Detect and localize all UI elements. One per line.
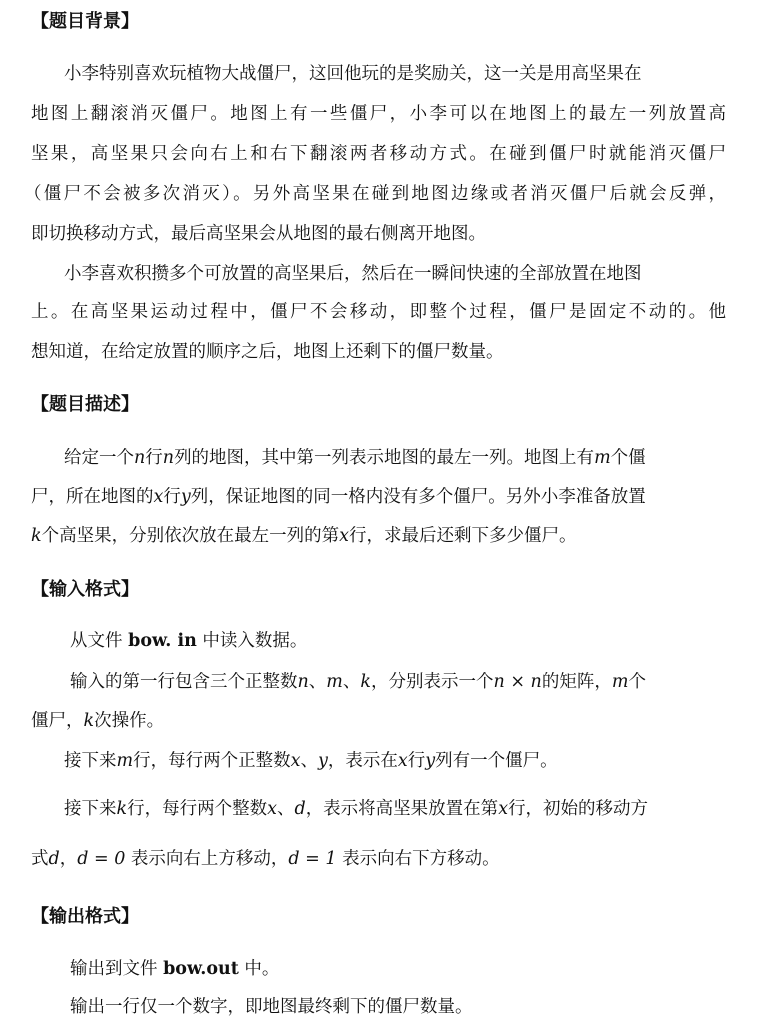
input-text: 行，初始的移动方 [508,799,649,819]
description-text: 列，保证地图的同一格内没有多个僵尸。另外小李准备放置 [190,487,646,507]
background-line-5: 即切换移动方式，最后高坚果会从地图的最右侧离开地图。 [31,224,486,244]
input-text: 表示向右下方移动。 [336,849,500,869]
background-line-6: 小李喜欢积攒多个可放置的高坚果后，然后在一瞬间快速的全部放置在地图 [64,264,642,284]
math-var: m [326,672,343,692]
math-var: m [594,448,611,468]
input-text: 式 [31,849,49,869]
math-var: d [48,849,60,869]
input-text: ，表示将高坚果放置在第 [305,799,499,819]
math-expr: d = 1 [288,849,337,869]
input-text: 从文件 [70,631,129,651]
description-line-2 [31,484,726,510]
description-text: 列的地图，其中第一列表示地图的最左一列。地图上有 [174,448,595,468]
input-text: 僵尸， [31,711,84,731]
math-var: d [294,799,306,819]
input-text: 、 [300,751,318,771]
background-line-8: 想知道，在给定放置的顺序之后，地图上还剩下的僵尸数量。 [31,342,504,362]
math-var: k [360,672,371,692]
description-text: 个高坚果，分别依次放在最左一列的第 [41,526,340,546]
section-heading-description: 【题目描述】 [31,394,139,415]
input-text: 接下来 [64,751,117,771]
input-text: 次操作。 [94,711,165,731]
background-line-1: 小李特别喜欢玩植物大战僵尸，这回他玩的是奖励关，这一关是用高坚果在 [64,64,642,84]
input-text: 、 [342,672,361,692]
math-var: x [267,799,277,819]
description-text: 个僵 [610,448,646,468]
background-line-3: 坚果，高坚果只会向右上和右下翻滚两者移动方式。在碰到僵尸时就能消灭僵尸 [31,144,726,164]
output-line-1 [70,956,279,982]
description-text: 行 [145,448,163,468]
math-var: m [116,751,134,771]
math-var: k [31,526,42,546]
math-var: y [180,487,191,507]
input-line-2 [70,669,726,695]
math-var: m [611,672,629,692]
output-text: 中。 [238,959,280,979]
input-text: 行，每行两个正整数 [133,751,291,771]
description-line-1 [64,445,726,471]
background-line-4: （僵尸不会被多次消灭）。另外高坚果在碰到地图边缘或者消灭僵尸后就会反弹， [24,184,726,204]
input-text: 输入的第一行包含三个正整数 [70,672,298,692]
section-heading-input: 【输入格式】 [31,579,139,600]
math-var: k [83,711,95,731]
description-line-3 [31,523,576,549]
math-var: x [397,751,408,771]
input-line-1 [70,628,307,654]
output-filename: bow.out [163,959,239,979]
input-text: 接下来 [64,799,117,819]
background-line-7: 上。在高坚果运动过程中，僵尸不会移动，即整个过程，僵尸是固定不动的。他 [31,302,726,322]
description-text: 行，求最后还剩下多少僵尸。 [348,526,577,546]
input-text: 、 [308,672,327,692]
description-text: 给定一个 [64,448,134,468]
math-var: y [425,751,436,771]
description-text: 尸，所在地图的 [31,487,154,507]
output-line-2: 输出一行仅一个数字，即地图最终剩下的僵尸数量。 [70,997,473,1017]
input-text: ， [59,849,78,869]
math-var: n [162,448,175,468]
math-var: x [290,751,301,771]
input-line-6 [31,846,500,872]
input-text: ，分别表示一个 [371,672,494,692]
input-line-5 [64,796,726,822]
math-var: n [297,672,309,692]
input-line-3 [31,708,164,734]
math-expr: n × n [493,672,542,692]
input-line-4 [64,748,558,774]
section-heading-background: 【题目背景】 [31,11,139,32]
input-text: 行 [407,751,426,771]
input-text: ，表示在 [327,751,398,771]
input-text: 中读入数据。 [196,631,308,651]
math-var: x [153,487,164,507]
input-text: 行，每行两个整数 [127,799,268,819]
input-text: 个 [628,672,646,692]
math-var: x [339,526,349,546]
input-filename: bow. in [128,631,197,651]
math-var: n [134,448,146,468]
description-text: 行 [163,487,181,507]
math-var: x [498,799,509,819]
input-text: 表示向右上方移动， [125,849,289,869]
input-text: 、 [276,799,295,819]
background-line-2: 地图上翻滚消灭僵尸。地图上有一些僵尸，小李可以在地图上的最左一列放置高 [31,104,726,124]
input-text: 的矩阵， [541,672,612,692]
output-text: 输出到文件 [70,959,164,979]
section-heading-output: 【输出格式】 [31,906,139,927]
math-expr: d = 0 [77,849,126,869]
math-var: y [317,751,328,771]
math-var: k [116,799,128,819]
input-text: 列有一个僵尸。 [435,751,558,771]
